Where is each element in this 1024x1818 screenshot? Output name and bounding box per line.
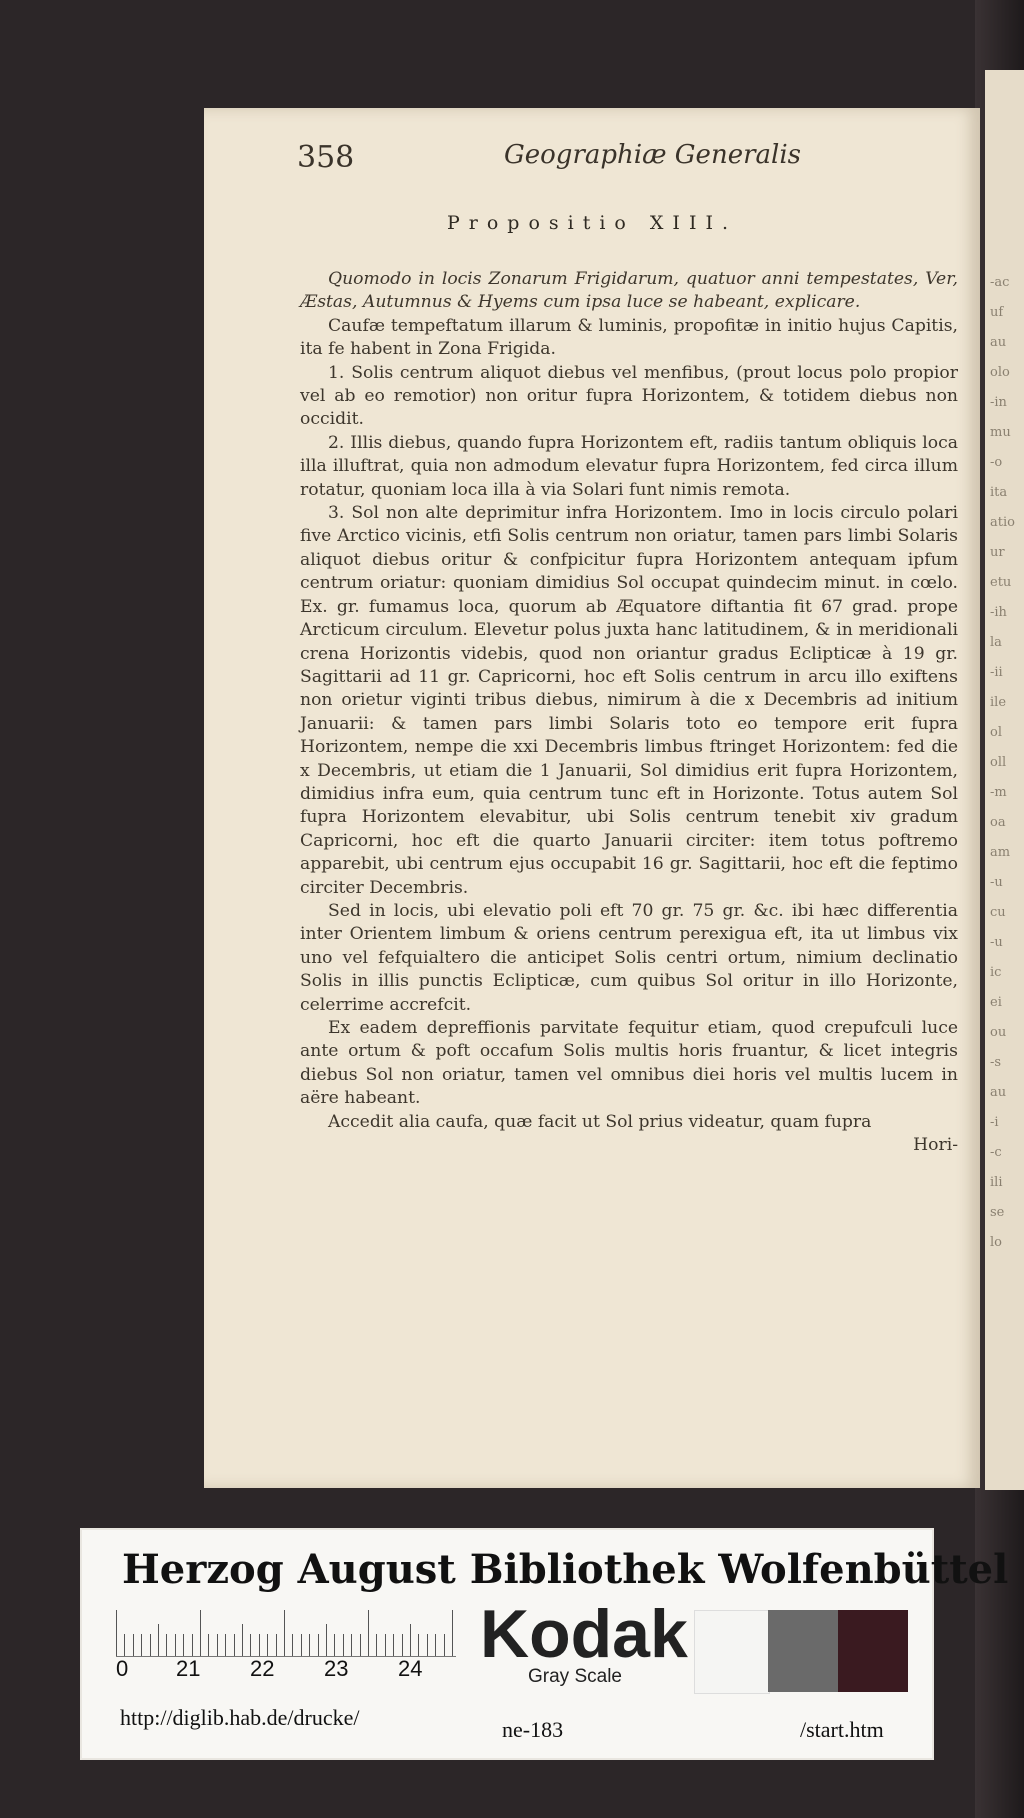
ruler-tick [116,1610,117,1656]
ruler-label: 23 [324,1656,349,1681]
ruler-tick [326,1624,327,1656]
ruler-tick [166,1634,167,1656]
page-number: 358 [297,140,355,175]
ruler-tick [418,1634,419,1656]
next-page-fragment: ic [990,965,1002,980]
book-page [204,108,980,1488]
next-page-fragment: etu [990,575,1012,590]
swatch-light [694,1610,770,1694]
kodak-logo: Kodak [480,1596,688,1672]
ruler-tick [301,1634,302,1656]
next-page-fragment: oll [990,755,1007,770]
scale-ruler [116,1606,456,1657]
paragraph: Caufæ tempeftatum illarum & luminis, propofitæ in initio hujus Capitis, ita fe habent in Zona Frigida. [300,315,958,360]
next-page-fragment: ili [990,1175,1003,1190]
ruler-tick [368,1610,369,1656]
ruler-tick [150,1634,151,1656]
ruler-tick [259,1634,260,1656]
next-page-fragment: -c [990,1145,1002,1160]
proposition-title: Propositio XIII. [446,212,737,234]
next-page-fragment: au [990,1085,1007,1100]
next-page-fragment: -ii [990,665,1003,680]
paragraph: Accedit alia caufa, quæ facit ut Sol prius videatur, quam fupra [328,1111,872,1132]
ruler-tick [309,1634,310,1656]
ruler-tick [427,1634,428,1656]
next-page-fragment: -u [990,935,1003,950]
next-page-fragment: -in [990,395,1007,410]
ruler-label: 22 [250,1656,275,1681]
paragraph: 3. Sol non alte deprimitur infra Horizontem. Imo in locis circulo polari five Arctico vicinis, etfi Solis centrum non oriatur, tamen pars limbi Solaris aliquot diebus oritur & confpicitur fupra Horizontem antequam ipfum centrum oriatur: quoniam dimidius Sol occupat quindecim minut. in cœlo. Ex. gr. fumamus loca, quorum ab Æquatore diftantia fit 67 grad. prope Arcticum circulum. Elevetur polus juxta hanc latitudinem, & in meridionali crena Horizontis videbis, quod non oriantur gradus Eclipticæ à 19 gr. Sagittarii ad 11 gr. Capricorni, hoc eft Solis centrum in arcu illo exiftens non orietur viginti tribus diebus, nimirum à die x Decembris ad initium Januarii: & tamen pars limbi Solaris toto eo tempore erit fupra Horizontem, nempe die xxi Decembris limbus ftringet Horizontem: fed die x Decembris, ut etiam die 1 Januarii, Sol dimidius erit fupra Horizontem, dimidius infra eum, quia centrum tunc eft in Horizonte. Totus autem Sol fupra Horizontem elevabitur, ubi Solis centrum tenebit xiv gradum Capricorni, hoc eft die quarto Januarii circiter: item totus poftremo apparebit, ubi centrum ejus occupabit 16 gr. Sagittarii, hoc eft die feptimo circiter Decembris. [300,503,958,898]
next-page-fragment: ur [990,545,1005,560]
next-page-fragment: ol [990,725,1002,740]
swatch-dark [838,1610,908,1692]
next-page-fragment: atio [990,515,1015,530]
body-text [300,268,958,1157]
ruler-label: 21 [176,1656,201,1681]
ruler-tick [402,1634,403,1656]
next-page-fragment: ou [990,1025,1007,1040]
running-title: Geographiæ Generalis [504,140,801,170]
ruler-tick [183,1634,184,1656]
ruler-tick [385,1634,386,1656]
ruler-tick [334,1634,335,1656]
next-page-fragment: -ac [990,275,1010,290]
gray-scale-label: Gray Scale [528,1666,622,1687]
paragraph: 2. Illis diebus, quando fupra Horizontem eft, radiis tantum obliquis loca illa illuftrat, quia non admodum elevatur fupra Horizontem, fed circa illum rotatur, quoniam loca illa à via Solari funt nimis remota. [300,432,958,500]
ruler-tick [141,1634,142,1656]
ruler-tick [376,1634,377,1656]
proposition-statement: Quomodo in locis Zonarum Frigidarum, quatuor anni tempestates, Ver, Æstas, Autumnus & Hyems cum ipsa luce se habeant, explicare. [300,269,958,313]
next-page-fragment: ita [990,485,1008,500]
next-page-fragment: olo [990,365,1010,380]
ruler-label: 24 [398,1656,423,1681]
next-page-fragment: -o [990,455,1003,470]
next-page-edge [985,70,1024,1490]
ruler-tick [452,1610,453,1656]
catchword: Hori- [913,1135,958,1156]
ruler-tick [133,1634,134,1656]
next-page-fragment: cu [990,905,1006,920]
start-url: /start.htm [800,1717,884,1742]
ruler-tick [444,1634,445,1656]
ruler-tick [208,1634,209,1656]
ruler-tick [124,1634,125,1656]
next-page-fragment: -i [990,1115,999,1130]
next-page-fragment: ei [990,995,1002,1010]
ruler-tick [234,1634,235,1656]
next-page-fragment: oa [990,815,1006,830]
library-name: Herzog August Bibliothek Wolfenbüttel [122,1546,1009,1593]
next-page-fragment: -ih [990,605,1007,620]
ruler-tick [393,1634,394,1656]
paragraph: Ex eadem depreffionis parvitate fequitur etiam, quod crepufculi luce ante ortum & poft occafum Solis multis horis fruantur, & licet integris diebus Sol non oriatur, tamen vel omnibus diei horis vel multis lucem in aëre habeant. [300,1018,958,1109]
swatch-mid [768,1610,838,1692]
ruler-tick [292,1634,293,1656]
next-page-fragment: au [990,335,1007,350]
next-page-fragment: -m [990,785,1007,800]
ruler-tick [267,1634,268,1656]
next-page-fragment: -u [990,875,1003,890]
ruler-label: 0 [116,1656,129,1681]
ruler-tick [360,1634,361,1656]
ruler-tick [158,1624,159,1656]
shelf-code: ne-183 [502,1717,564,1742]
ruler-tick [343,1634,344,1656]
next-page-fragment: mu [990,425,1011,440]
next-page-fragment: se [990,1205,1005,1220]
ruler-tick [276,1634,277,1656]
ruler-labels [116,1656,476,1686]
next-page-fragment: am [990,845,1011,860]
digilib-url: http://diglib.hab.de/drucke/ [120,1705,360,1730]
ruler-tick [435,1634,436,1656]
ruler-tick [250,1634,251,1656]
next-page-fragment: la [990,635,1002,650]
ruler-tick [351,1634,352,1656]
next-page-fragment: uf [990,305,1004,320]
ruler-tick [175,1634,176,1656]
paragraph: Sed in locis, ubi elevatio poli eft 70 gr. 75 gr. &c. ibi hæc differentia inter Orientem limbum & oriens centrum perexigua eft, ita ut limbus vix uno vel fefquialtero die anticipet Solis centri ortum, nimium declinatio Solis in illis punctis Eclipticæ, cum quibus Sol oritur in illo Horizonte, celerrime accrefcit. [300,900,958,1015]
color-calibration-card [82,1530,1009,1758]
next-page-fragment: -s [990,1055,1002,1070]
ruler-tick [217,1634,218,1656]
ruler-tick [318,1634,319,1656]
paragraph: 1. Solis centrum aliquot diebus vel menfibus, (prout locus polo propior vel ab eo remotior) non oritur fupra Horizontem, & totidem diebus non occidit. [300,362,958,430]
ruler-tick [410,1624,411,1656]
ruler-tick [284,1610,285,1656]
ruler-tick [192,1634,193,1656]
ruler-tick [225,1634,226,1656]
ruler-tick [242,1624,243,1656]
ruler-tick [200,1610,201,1656]
next-page-fragment: ile [990,695,1007,710]
next-page-fragment: lo [990,1235,1002,1250]
